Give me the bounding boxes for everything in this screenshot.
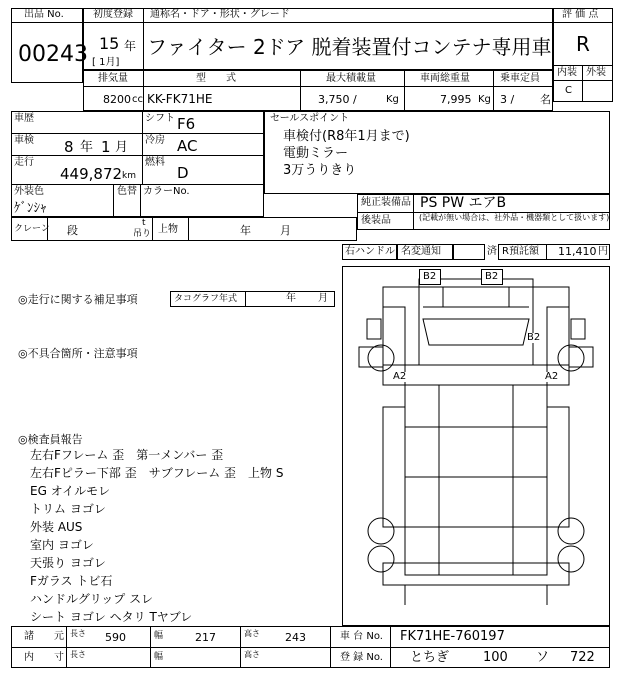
inspector-line-9: ハンドルグリップ スレ — [30, 592, 154, 606]
mileage-label: 走行 — [14, 157, 34, 168]
inspection-year: 8 — [64, 138, 74, 156]
registration-label: 登 録 No. — [340, 652, 383, 663]
interior-dims-label: 内 寸 — [24, 652, 64, 663]
gross-weight-label: 車両総重量 — [420, 73, 470, 84]
tachograph-label: タコグラフ年式 — [174, 294, 238, 304]
deposit-value: 11,410 — [558, 245, 597, 258]
interior-width-label: 幅 — [154, 652, 164, 662]
sales-point-line-3: 3万うりきり — [283, 163, 357, 178]
damage-code-4: A2 — [393, 371, 407, 382]
inspection-month-unit: 月 — [115, 140, 129, 155]
crane-lift: 吊り — [133, 229, 152, 239]
damage-code-1: B2 — [423, 271, 437, 282]
exterior-color-label: 外装色 — [14, 186, 44, 197]
registration-class: 100 — [483, 650, 508, 665]
deposit-label: R預託額 — [502, 246, 539, 257]
inspector-line-4: トリム ヨゴレ — [30, 502, 106, 516]
body-label: 上物 — [158, 224, 178, 235]
type-label: 型 式 — [196, 73, 236, 84]
body-month: 月 — [280, 224, 291, 237]
displacement-label: 排気量 — [98, 73, 128, 84]
sales-point-line-1: 車検付(R8年1月まで) — [283, 129, 410, 144]
yen-unit: 円 — [598, 246, 608, 257]
body-year: 年 — [240, 224, 251, 237]
lot-number: 00243 — [18, 42, 88, 67]
inspection-label: 車検 — [14, 135, 34, 146]
rating-value: R — [576, 32, 590, 56]
details-grid — [11, 111, 264, 217]
fuel-value: D — [177, 164, 189, 182]
right-hand-drive-label: 右ハンドル — [345, 246, 395, 257]
kg-unit-2: Kg — [478, 94, 491, 105]
tachograph-month: 月 — [318, 293, 328, 304]
width-value: 217 — [195, 631, 216, 644]
ac-label: 冷房 — [145, 135, 165, 146]
shift-value: F6 — [177, 115, 196, 133]
inspector-line-10: シート ヨゴレ ヘタリ Tヤブレ — [30, 610, 193, 624]
inspector-line-3: EG オイルモレ — [30, 484, 111, 498]
registration-place: とちぎ — [410, 650, 450, 665]
cc-unit: cc — [132, 94, 143, 105]
crane-label: クレーン — [14, 224, 50, 234]
color-no-label: カラーNo. — [143, 186, 190, 197]
registration-number: 722 — [570, 650, 595, 665]
displacement-value: 8200 — [103, 93, 131, 106]
inspector-line-6: 室内 ヨゴレ — [30, 538, 94, 552]
truck-outline-svg — [343, 267, 609, 625]
year-unit: 年 — [124, 39, 137, 53]
inspector-line-7: 天張り ヨゴレ — [30, 556, 106, 570]
genuine-equipment-label: 純正装備品 — [361, 197, 411, 208]
ryo-label: 済 — [487, 246, 497, 257]
kg-unit-1: Kg — [386, 94, 399, 105]
chassis-number: FK71HE-760197 — [400, 629, 505, 644]
interior-grade: C — [565, 85, 572, 96]
height-label: 高さ — [244, 629, 260, 638]
capacity-label: 乗車定員 — [500, 73, 540, 84]
first-reg-label: 初度登録 — [93, 9, 133, 20]
max-load-value: 3,750 / — [318, 93, 357, 106]
km-unit: km — [122, 171, 136, 181]
shift-label: シフト — [145, 113, 175, 124]
max-load-label: 最大積載量 — [326, 73, 376, 84]
length-value: 590 — [105, 631, 126, 644]
crane-row — [11, 217, 357, 241]
sales-point-label: セールスポイント — [270, 113, 350, 124]
genuine-equipment-value: PS PW エアB — [420, 195, 507, 211]
registration-kana: ソ — [536, 650, 550, 665]
driving-notes-label: ◎走行に関する補足事項 — [18, 293, 138, 306]
first-reg-month: [ 1月] — [92, 57, 120, 68]
inspection-year-unit: 年 — [80, 140, 94, 155]
aftermarket-label: 後装品 — [361, 215, 391, 226]
name-change-label: 名変通知 — [401, 246, 441, 257]
damage-code-2: B2 — [485, 271, 499, 282]
model-desc-label: 通称名・ドア・形状・グレード — [150, 9, 290, 20]
width-label: 幅 — [154, 631, 164, 641]
interior-grade-label: 内装 — [557, 67, 577, 78]
inspector-report-label: ◎検査員報告 — [18, 433, 83, 446]
crane-stage: 段 — [67, 224, 78, 237]
model-description: ファイター 2ドア 脱着装置付コンテナ専用車 — [147, 35, 552, 59]
fuel-label: 燃料 — [145, 157, 165, 168]
aftermarket-note: (記載が無い場合は、社外品・機器類として扱います) — [419, 213, 610, 222]
inspector-line-8: Fガラス トビ石 — [30, 574, 113, 588]
specs-label: 諸 元 — [24, 631, 64, 642]
inspector-line-5: 外装 AUS — [30, 520, 83, 534]
tachograph-year: 年 — [286, 293, 296, 304]
inspector-line-1: 左右Fフレーム 歪 第一メンバー 歪 — [30, 448, 224, 462]
sales-point-line-2: 電動ミラー — [283, 146, 349, 161]
gross-weight-value: 7,995 — [440, 93, 472, 106]
history-label: 車歴 — [14, 113, 34, 124]
interior-height-label: 高さ — [244, 650, 260, 659]
interior-length-label: 長さ — [70, 650, 86, 659]
lot-label: 出品 No. — [24, 9, 64, 20]
model-code: KK-FK71HE — [147, 92, 213, 106]
inspection-month: 1 — [101, 138, 111, 156]
damage-code-3: B2 — [527, 332, 541, 343]
ac-value: AC — [177, 137, 198, 155]
chassis-label: 車 台 No. — [340, 631, 383, 642]
damage-diagram — [342, 266, 610, 626]
defects-label: ◎不具合箇所・注意事項 — [18, 347, 138, 360]
name-unit: 名 — [540, 93, 551, 106]
color-change-label: 色替 — [117, 186, 137, 197]
exterior-color-value: ｹﾞﾝｼｬ — [14, 201, 47, 216]
height-value: 243 — [285, 631, 306, 644]
damage-code-5: A2 — [545, 371, 559, 382]
name-change-value-box — [453, 244, 485, 260]
exterior-grade-label: 外装 — [586, 67, 606, 78]
capacity-value: 3 / — [500, 93, 515, 106]
mileage-value: 449,872 — [60, 165, 123, 183]
length-label: 長さ — [70, 629, 86, 638]
inspector-line-2: 左右Fピラー下部 歪 サブフレーム 歪 上物 S — [30, 466, 284, 480]
crane-ton: t — [142, 218, 146, 228]
rating-label: 評 価 点 — [562, 9, 599, 20]
first-reg-year: 15 — [99, 34, 120, 53]
